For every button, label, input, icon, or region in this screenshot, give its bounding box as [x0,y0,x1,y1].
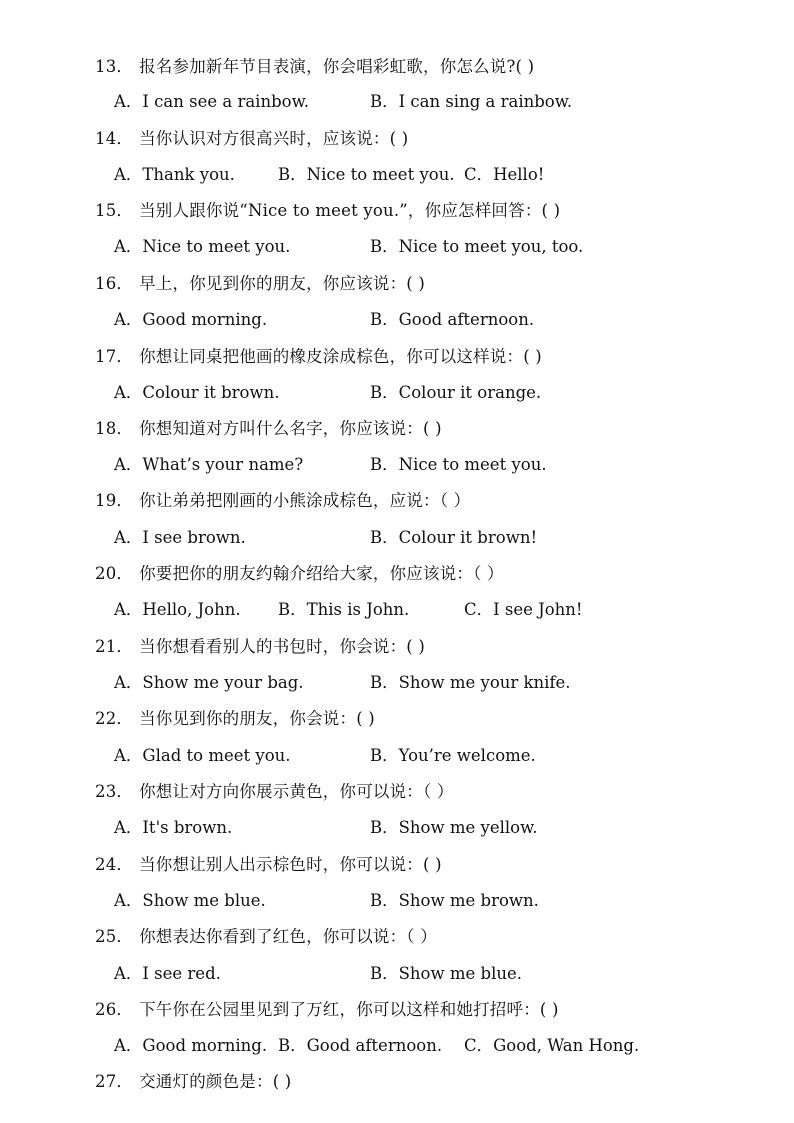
question-18 [95,418,442,440]
question-text: 你想让同桌把他画的橡皮涂成棕色，你可以这样说：( ) [139,347,542,366]
question-15 [95,200,560,222]
question-text: 当你认识对方很高兴时，应该说：( ) [139,129,409,148]
question-text: 你让弟弟把刚画的小熊涂成棕色，应说：（ ） [139,491,471,510]
question-text: 交通灯的颜色是：( ) [139,1072,292,1091]
question-16 [95,273,425,295]
question-number: 25． [95,927,134,946]
question-text: 你想知道对方叫什么名字，你应该说：( ) [139,419,442,438]
option-b[interactable]: B．Show me your knife. [370,673,571,692]
question-text: 下午你在公园里见到了万红，你可以这样和她打招呼：( ) [139,1000,559,1019]
question-number: 13． [95,57,134,76]
option-b[interactable]: B．Nice to meet you. [370,455,547,474]
options-17 [114,382,774,404]
question-number: 15． [95,201,134,220]
question-number: 21． [95,637,134,656]
question-number: 24． [95,855,134,874]
option-c[interactable]: C．I see John! [464,600,583,619]
option-c[interactable]: C．Hello! [464,165,545,184]
option-a[interactable]: A．It's brown. [114,818,233,837]
options-16 [114,309,774,331]
options-24 [114,890,774,912]
question-text: 早上，你见到你的朋友，你应该说：( ) [139,274,426,293]
option-b[interactable]: B．Good afternoon. [370,310,535,329]
question-number: 20． [95,564,134,583]
question-27 [95,1071,291,1093]
question-22 [95,708,375,730]
question-text: 当你见到你的朋友，你会说：( ) [139,709,375,728]
option-a[interactable]: A．Glad to meet you. [114,746,291,765]
options-19 [114,527,774,549]
question-number: 18． [95,419,134,438]
question-20 [95,563,504,585]
question-text: 你要把你的朋友约翰介绍给大家，你应该说：（ ） [139,564,504,583]
options-21 [114,672,774,694]
options-22 [114,745,774,767]
options-18 [114,454,774,476]
question-number: 14． [95,129,134,148]
option-b[interactable]: B．Colour it brown! [370,528,538,547]
option-a[interactable]: A．Nice to meet you. [114,237,291,256]
question-21 [95,636,425,658]
option-b[interactable]: B．I can sing a rainbow. [370,92,573,111]
options-26 [114,1035,774,1057]
options-23 [114,817,774,839]
options-13 [114,91,774,113]
question-text: 当你想看看别人的书包时，你会说：( ) [139,637,426,656]
question-13 [95,56,534,78]
question-23 [95,781,454,803]
options-25 [114,963,774,985]
question-number: 22． [95,709,134,728]
option-b[interactable]: B．Good afternoon. [278,1036,443,1055]
option-a[interactable]: A．Good morning. [114,1036,268,1055]
question-text: 报名参加新年节目表演，你会唱彩虹歌，你怎么说?( ) [139,57,535,76]
question-14 [95,128,408,150]
question-number: 23． [95,782,134,801]
option-a[interactable]: A．Colour it brown. [114,383,280,402]
question-number: 19． [95,491,134,510]
option-b[interactable]: B．You’re welcome. [370,746,536,765]
option-a[interactable]: A．Show me your bag. [114,673,304,692]
question-17 [95,346,542,368]
question-number: 27． [95,1072,134,1091]
question-text: 当你想让别人出示棕色时，你可以说：( ) [139,855,442,874]
option-a[interactable]: A．I can see a rainbow. [114,92,309,111]
option-b[interactable]: B．Show me brown. [370,891,539,910]
question-19 [95,490,470,512]
question-text: 你想让对方向你展示黄色，你可以说：（ ） [139,782,454,801]
question-number: 17． [95,347,134,366]
option-b[interactable]: B．Nice to meet you. [278,165,455,184]
question-25 [95,926,437,948]
question-text: 你想表达你看到了红色，你可以说：（ ） [139,927,437,946]
options-14 [114,164,774,186]
options-15 [114,236,774,258]
question-number: 26． [95,1000,134,1019]
option-b[interactable]: B．Show me blue. [370,964,522,983]
option-b[interactable]: B．This is John. [278,600,410,619]
question-26 [95,999,559,1021]
option-a[interactable]: A．Hello, John. [114,600,241,619]
options-20 [114,599,774,621]
question-24 [95,854,442,876]
option-c[interactable]: C．Good, Wan Hong. [464,1036,640,1055]
option-a[interactable]: A．Show me blue. [114,891,266,910]
option-a[interactable]: A．Good morning. [114,310,268,329]
option-a[interactable]: A．I see red. [114,964,221,983]
option-b[interactable]: B．Nice to meet you, too. [370,237,584,256]
question-text: 当别人跟你说“Nice to meet you.”，你应怎样回答：( ) [139,201,561,220]
option-b[interactable]: B．Colour it orange. [370,383,542,402]
question-number: 16． [95,274,134,293]
option-a[interactable]: A．What’s your name? [114,455,304,474]
option-a[interactable]: A．Thank you. [114,165,235,184]
option-a[interactable]: A．I see brown. [114,528,246,547]
option-b[interactable]: B．Show me yellow. [370,818,538,837]
